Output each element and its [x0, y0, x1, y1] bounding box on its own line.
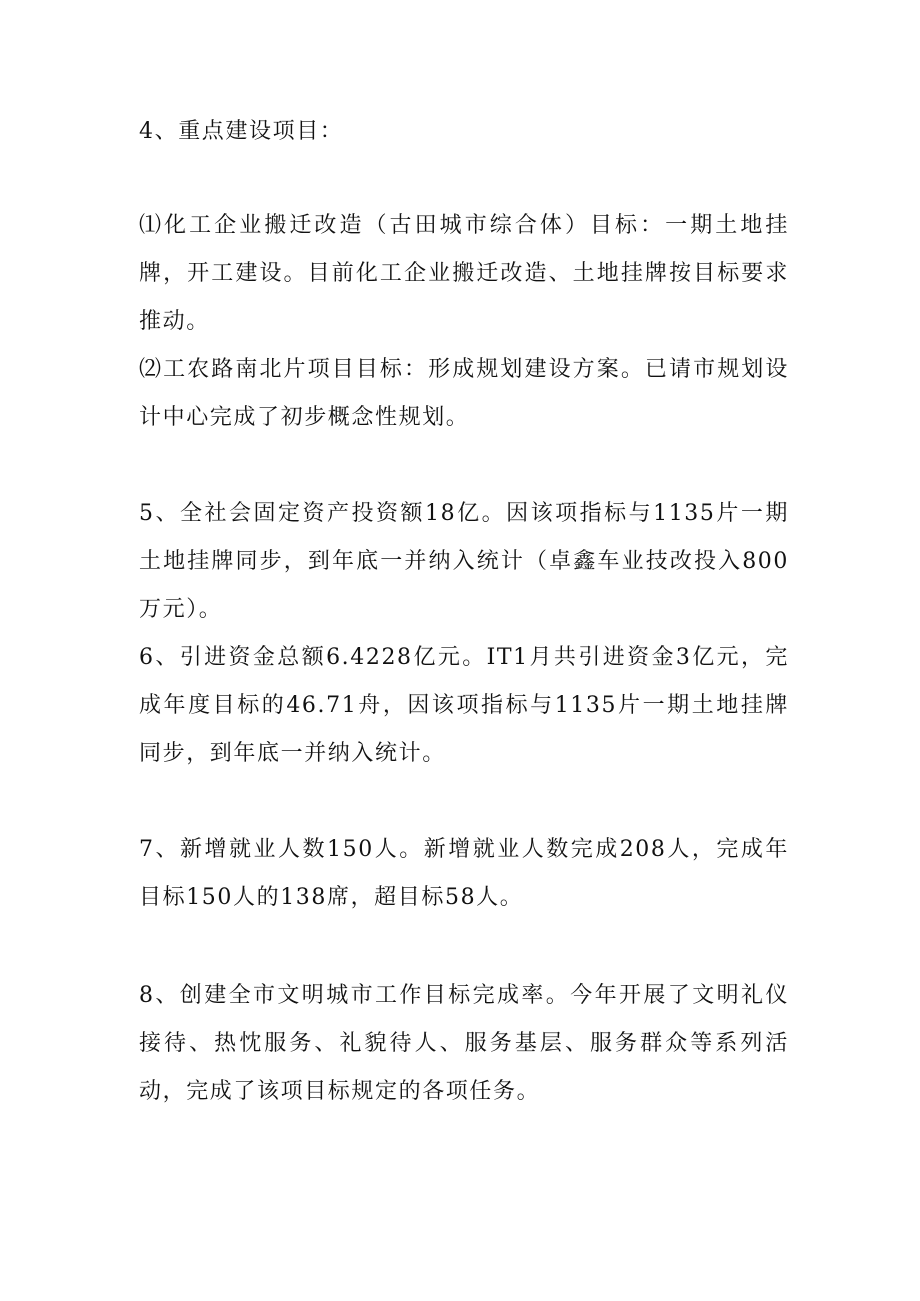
paragraph-civilized-city: 8、创建全市文明城市工作目标完成率。今年开展了文明礼仪接待、热忱服务、礼貌待人、服务基层、服务群众等系列活动，完成了该项目标规定的各项任务。: [139, 983, 789, 1104]
paragraph-fixed-asset-investment: 5、全社会固定资产投资额18亿。因该项指标与1135片一期土地挂牌同步，到年底一并纳入统计（卓鑫车业技改投入800万元）。: [139, 501, 789, 622]
paragraph-gongnong-road: ⑵工农路南北片项目目标：形成规划建设方案。已请市规划设计中心完成了初步概念性规划。: [139, 357, 789, 430]
heading-key-projects: 4、重点建设项目：: [139, 119, 344, 144]
paragraph-capital-introduction: 6、引进资金总额6.4228亿元。IT1月共引进资金3亿元，完成年度目标的46.71舟，因该项指标与1135片一期土地挂牌同步，到年底一并纳入统计。: [139, 645, 789, 766]
paragraph-chemical-relocation: ⑴化工企业搬迁改造（古田城市综合体）目标：一期土地挂牌，开工建设。目前化工企业搬迁改造、土地挂牌按目标要求推动。: [139, 213, 789, 334]
paragraph-new-employment: 7、新增就业人数150人。新增就业人数完成208人，完成年目标150人的138席，超目标58人。: [139, 837, 789, 910]
